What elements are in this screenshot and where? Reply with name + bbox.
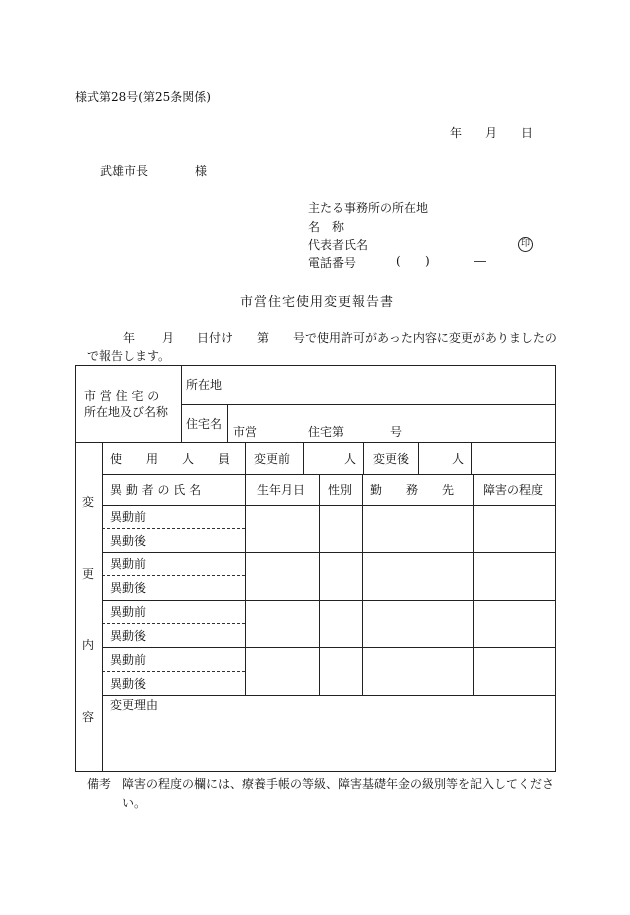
- body-dated: 日付け: [197, 331, 234, 345]
- col-workplace: 勤 務 先: [370, 483, 455, 497]
- before-label: 変更前: [254, 452, 291, 466]
- housing-no-prefix: 住宅第: [308, 425, 345, 439]
- date-day: 日: [521, 126, 534, 140]
- report-table: [75, 365, 556, 772]
- seal-mark: [518, 235, 533, 252]
- hline: [76, 442, 555, 443]
- hline-dashed: [102, 671, 245, 672]
- row-before-label: 異動前: [110, 557, 147, 571]
- body-year: 年: [123, 331, 136, 345]
- vline: [319, 474, 320, 695]
- row-before-label: 異動前: [110, 510, 147, 524]
- vline: [227, 404, 228, 442]
- name-label: 名 称: [308, 220, 345, 234]
- address-label: 所在地: [186, 378, 223, 392]
- row-after-label: 異動後: [110, 534, 147, 548]
- col-gender: 性別: [328, 483, 353, 497]
- reason-label: 変更理由: [110, 698, 159, 712]
- hline-dashed: [102, 528, 245, 529]
- phone-paren-open: (: [396, 254, 401, 268]
- row-after-label: 異動後: [110, 629, 147, 643]
- change-vertical-3: 内: [82, 638, 95, 652]
- change-vertical-2: 更: [82, 567, 95, 581]
- hline: [181, 404, 555, 405]
- note-line1: 障害の程度の欄には、療養手帳の等級、障害基礎年金の級別等を記入してくださ: [122, 777, 555, 791]
- hline-dashed: [102, 623, 245, 624]
- addressee: 武雄市長: [100, 164, 149, 178]
- vline: [303, 442, 304, 474]
- date-year: 年: [450, 126, 463, 140]
- hline: [102, 600, 555, 601]
- vline: [471, 442, 472, 474]
- col-disability: 障害の程度: [483, 483, 544, 497]
- vline: [102, 442, 103, 772]
- vline: [418, 442, 419, 474]
- hline: [102, 474, 555, 475]
- vline: [245, 474, 246, 695]
- location-header-line2: 所在地及び名称: [84, 405, 169, 419]
- hline: [102, 647, 555, 648]
- vline: [181, 366, 182, 442]
- vline: [363, 442, 364, 474]
- hline: [102, 552, 555, 553]
- housing-name-label: 住宅名: [186, 417, 223, 431]
- office-address-label: 主たる事務所の所在地: [308, 201, 429, 215]
- body-text-line1: 号で使用許可があった内容に変更がありましたの: [293, 331, 557, 345]
- note-line2: い。: [122, 796, 147, 810]
- col-name: 異 動 者 の 氏 名: [110, 483, 202, 497]
- date-month: 月: [485, 126, 498, 140]
- phone-dash: ―: [474, 254, 486, 268]
- phone-label: 電話番号: [308, 256, 357, 270]
- body-no-prefix: 第: [257, 331, 270, 345]
- location-header-line1: 市 営 住 宅 の: [84, 389, 160, 403]
- row-before-label: 異動前: [110, 653, 147, 667]
- housing-city: 市営: [233, 425, 258, 439]
- row-after-label: 異動後: [110, 677, 147, 691]
- housing-no-suffix: 号: [390, 425, 403, 439]
- vline: [473, 474, 474, 695]
- change-vertical-4: 容: [82, 710, 95, 724]
- col-birthdate: 生年月日: [257, 483, 306, 497]
- form-number: 様式第28号(第25条関係): [75, 90, 211, 104]
- body-text-line2: で報告します。: [87, 349, 171, 363]
- vline: [362, 474, 363, 695]
- row-before-label: 異動前: [110, 605, 147, 619]
- representative-label: 代表者氏名: [308, 238, 369, 252]
- after-person-unit: 人: [452, 452, 465, 466]
- after-label: 変更後: [373, 452, 410, 466]
- phone-paren-close: ): [425, 254, 430, 268]
- hline: [102, 505, 555, 506]
- before-person-unit: 人: [344, 452, 357, 466]
- note-label: 備考: [87, 777, 112, 791]
- seal-char: 印: [518, 237, 533, 252]
- body-month: 月: [162, 331, 175, 345]
- document-title: 市営住宅使用変更報告書: [240, 295, 395, 310]
- honorific: 様: [195, 164, 208, 178]
- users-label: 使 用 人 員: [110, 452, 231, 466]
- change-vertical-1: 変: [82, 495, 95, 509]
- vline: [245, 442, 246, 474]
- row-after-label: 異動後: [110, 581, 147, 595]
- hline-dashed: [102, 575, 245, 576]
- hline: [102, 695, 555, 696]
